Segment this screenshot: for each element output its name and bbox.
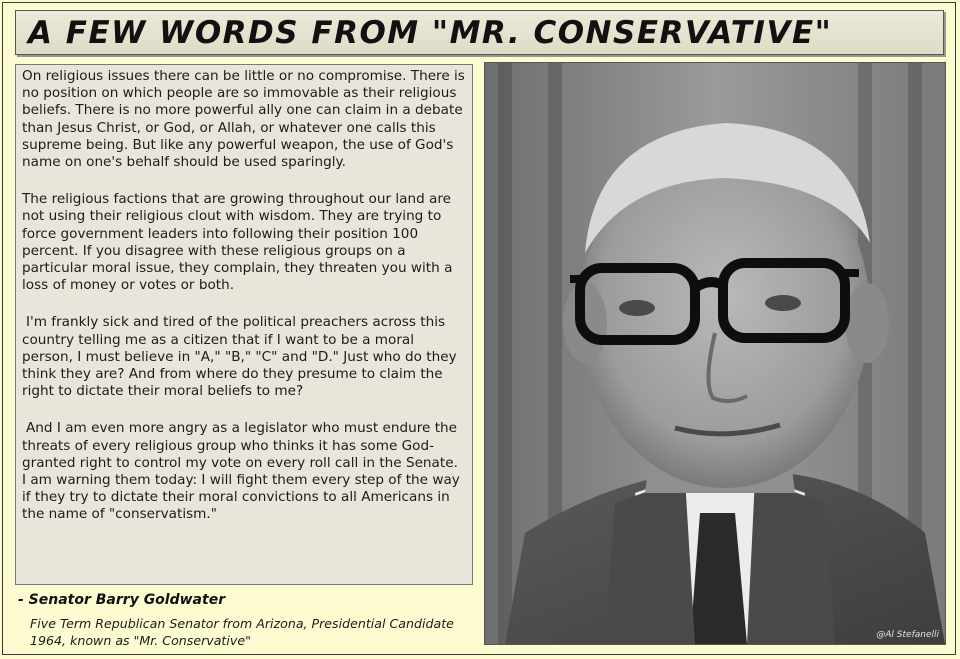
quote-paragraph-3: I'm frankly sick and tired of the political preachers across this country telling me as a citizen that if I want to be a moral person, I must believe in "A," "B," "C" and "D." Just who do they think they are? And from where do they presume to claim the right to dictate their moral beliefs to me? <box>22 314 457 400</box>
quote-paragraph-1: On religious issues there can be little or no compromise. There is no position on which people are so immovable as their religious beliefs. There is no more powerful ally one can claim in a debate than Jesus Christ, or God, or Allah, or whatever one calls this supreme being. But like any powerful weapon, the use of God's name on one's behalf should be used sparingly. <box>22 68 465 171</box>
quote-box <box>15 64 473 585</box>
quote-paragraph-2: The religious factions that are growing throughout our land are not using their religious clout with wisdom. They are trying to force government leaders into following their position 100 percent. If you disagree with these religious groups on a particular moral issue, they complain, they threaten you with a loss of money or votes or both. <box>22 191 453 294</box>
page-title: A FEW WORDS FROM "MR. CONSERVATIVE" <box>28 14 833 51</box>
title-banner <box>15 10 944 55</box>
photo-credit: @Al Stefanelli <box>876 630 939 640</box>
quote-paragraph-4: And I am even more angry as a legislator who must endure the threats of every religious group who thinks it has some God-granted right to control my vote on every roll call in the Senate. I am warning them today: I will fight them every step of the way if they try to dictate their moral convictions to all Americans in the name of "conservatism." <box>22 420 460 523</box>
portrait-photo <box>484 62 946 645</box>
attribution-description: Five Term Republican Senator from Arizona, Presidential Candidate 1964, known as "Mr. Conservative" <box>30 616 454 648</box>
attribution-name: - Senator Barry Goldwater <box>18 592 226 608</box>
portrait-illustration <box>485 63 945 644</box>
